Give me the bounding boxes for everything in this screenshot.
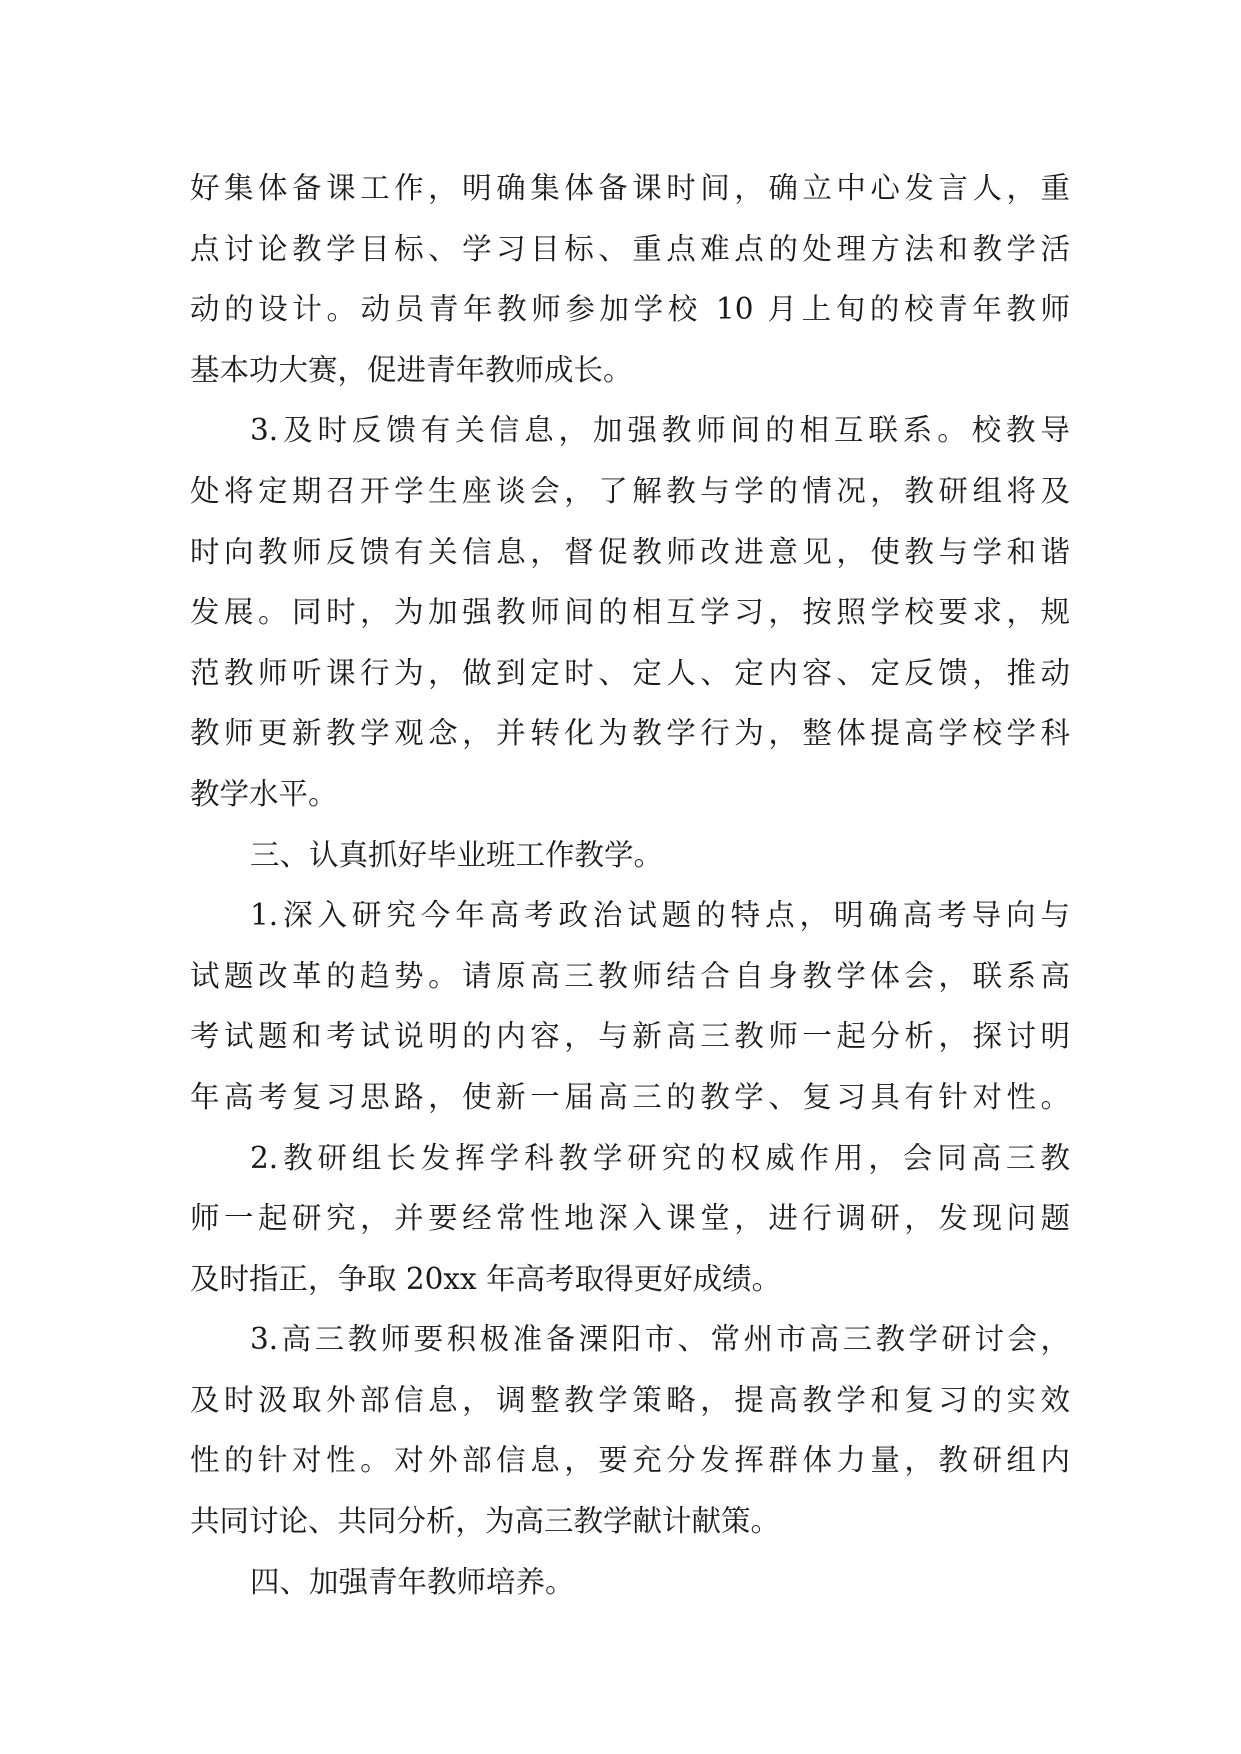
text-line: 四、加强青年教师培养。	[250, 1564, 575, 1599]
text-line: 时向教师反馈有关信息，督促教师改进意见，使教与学和谐	[190, 534, 1070, 569]
text-line: 三、认真抓好毕业班工作教学。	[250, 837, 664, 872]
text-line: 动的设计。动员青年教师参加学校 10 月上旬的校青年教师	[190, 292, 1070, 327]
text-line: 考试题和考试说明的内容，与新高三教师一起分析，探讨明	[190, 1019, 1070, 1054]
text-line: 性的针对性。对外部信息，要充分发挥群体力量，教研组内	[190, 1443, 1070, 1478]
text-line: 好集体备课工作，明确集体备课时间，确立中心发言人，重	[190, 171, 1070, 205]
text-line: 及时指正，争取 20xx 年高考取得更好成绩。	[190, 1261, 782, 1296]
text-line: 2.教研组长发挥学科教学研究的权威作用，会同高三教	[250, 1140, 1070, 1175]
text-line: 教学水平。	[190, 776, 338, 811]
text-line: 试题改革的趋势。请原高三教师结合自身教学体会，联系高	[190, 958, 1070, 993]
text-line: 1.深入研究今年高考政治试题的特点，明确高考导向与	[250, 898, 1070, 933]
text-line: 年高考复习思路，使新一届高三的教学、复习具有针对性。	[190, 1079, 1070, 1114]
text-line: 师一起研究，并要经常性地深入课堂，进行调研，发现问题	[190, 1201, 1070, 1236]
text-line: 教师更新教学观念，并转化为教学行为，整体提高学校学科	[190, 716, 1070, 751]
text-line: 共同讨论、共同分析，为高三教学献计献策。	[190, 1504, 781, 1539]
text-line: 发展。同时，为加强教师间的相互学习，按照学校要求，规	[190, 595, 1070, 630]
text-line: 基本功大赛，促进青年教师成长。	[190, 352, 633, 387]
document-body	[190, 158, 1070, 1612]
text-line: 及时汲取外部信息，调整教学策略，提高教学和复习的实效	[190, 1382, 1070, 1417]
text-line: 3.高三教师要积极准备溧阳市、常州市高三教学研讨会，	[250, 1322, 1070, 1357]
text-line: 处将定期召开学生座谈会，了解教与学的情况，教研组将及	[190, 473, 1070, 508]
text-line: 3.及时反馈有关信息，加强教师间的相互联系。校教导	[250, 413, 1070, 448]
text-line: 范教师听课行为，做到定时、定人、定内容、定反馈，推动	[190, 655, 1070, 690]
text-line: 点讨论教学目标、学习目标、重点难点的处理方法和教学活	[190, 231, 1070, 266]
